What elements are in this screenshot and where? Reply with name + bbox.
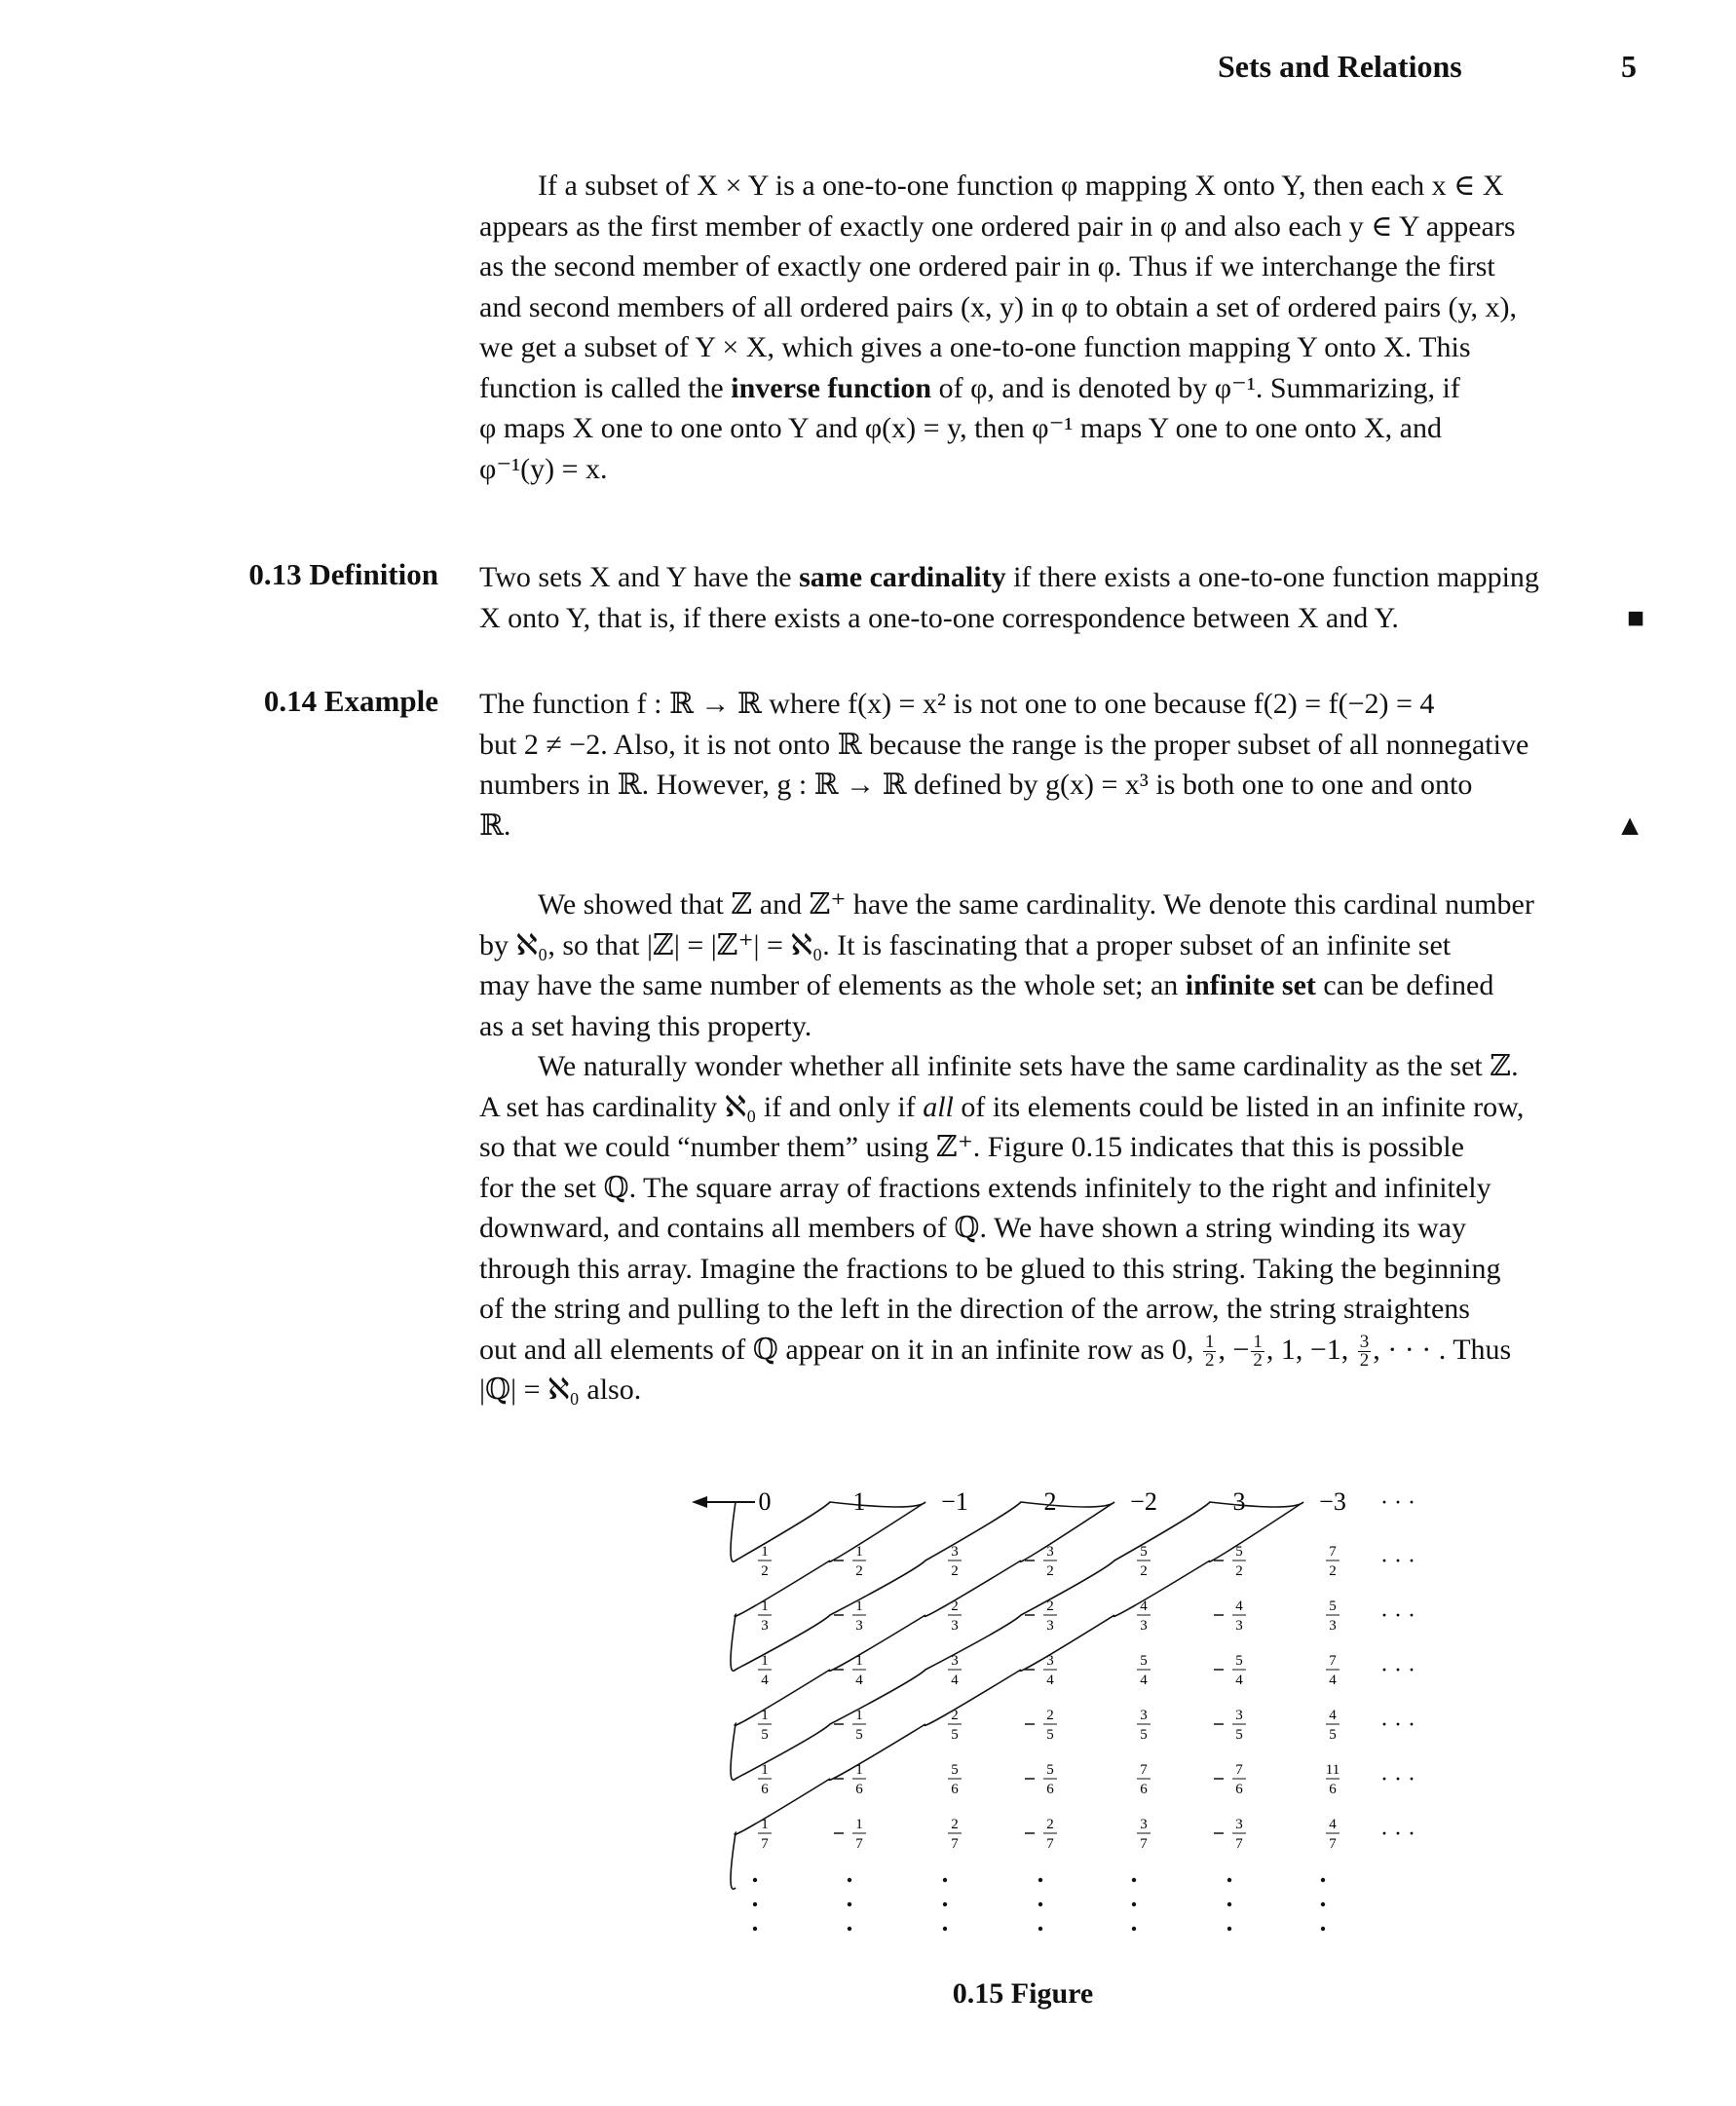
continuation-dot	[848, 1902, 851, 1906]
figure-caption: 0.15 Figure	[952, 1977, 1094, 2010]
continuation-dot	[1132, 1878, 1136, 1882]
continuation-dot	[753, 1878, 757, 1882]
fraction-denominator: 7	[761, 1836, 769, 1852]
fraction-numerator: 5	[1046, 1762, 1054, 1778]
fraction-numerator: 1	[761, 1653, 769, 1669]
running-head-title: Sets and Relations	[1218, 49, 1462, 84]
fraction-denominator: 4	[855, 1673, 863, 1688]
row-ellipsis: · · ·	[1380, 1549, 1415, 1574]
text-span: of its elements could be listed in an infinite row,	[961, 1090, 1525, 1123]
term-same-cardinality: same cardinality	[799, 561, 1006, 593]
fraction-denominator: 2	[1046, 1563, 1054, 1579]
row-ellipsis: · · ·	[1380, 1490, 1415, 1516]
text-line: and second members of all ordered pairs (x, y) in φ to obtain a set of ordered pairs (y, x),	[479, 290, 1518, 323]
text-span: X onto Y, that is, if there exists a one-to-one correspondence between X and Y.	[479, 601, 1399, 634]
end-of-definition-mark: ■	[1626, 601, 1644, 634]
fraction-numerator: 1	[761, 1708, 769, 1723]
row-ellipsis: · · ·	[1380, 1822, 1415, 1847]
row-ellipsis: · · ·	[1380, 1658, 1415, 1683]
fraction-numerator: 3	[1046, 1544, 1054, 1560]
end-of-example-mark: ▲	[1615, 809, 1644, 842]
text-span: , · · · . Thus	[1373, 1333, 1512, 1366]
fraction-numerator: 7	[1235, 1762, 1243, 1778]
fraction-numerator: 3	[1140, 1708, 1148, 1723]
text-span: , 1, −1,	[1265, 1333, 1349, 1366]
text-line	[479, 965, 1644, 1006]
fraction-denominator: 6	[1046, 1782, 1054, 1797]
row-ellipsis: · · ·	[1380, 1712, 1415, 1738]
fraction-numerator: 1	[761, 1817, 769, 1832]
integer-label: 0	[758, 1487, 772, 1516]
fraction-denominator: 5	[1235, 1727, 1243, 1743]
paragraph-inverse-function	[479, 166, 1644, 489]
example-label: 0.14 Example	[263, 684, 438, 718]
text-line: numbers in ℝ. However, g : ℝ → ℝ defined by g(x) = x³ is both one to one and onto	[479, 769, 1473, 801]
fraction-denominator: 4	[761, 1673, 769, 1688]
fraction-denominator: 5	[1046, 1727, 1054, 1743]
text-line	[479, 557, 1644, 598]
fraction-numerator: 5	[1140, 1544, 1148, 1560]
text-line: so that we could “number them” using ℤ⁺. Figure 0.15 indicates that this is possible	[479, 1131, 1464, 1163]
fraction-numerator: 5	[1140, 1653, 1148, 1669]
paragraph-cardinality	[479, 884, 1644, 1410]
text-line: We showed that ℤ and ℤ⁺ have the same cardinality. We denote this cardinal number	[538, 888, 1534, 921]
continuation-dot	[943, 1878, 947, 1882]
fraction-numerator: 1	[855, 1708, 863, 1723]
fraction-numerator: 3	[1046, 1653, 1054, 1669]
fraction-denominator: 4	[1329, 1673, 1337, 1688]
text-line: for the set ℚ. The square array of fractions extends infinitely to the right and infinitely	[479, 1171, 1491, 1204]
fraction-numerator: 1	[855, 1653, 863, 1669]
text-span: if there exists a one-to-one function mapping	[1013, 561, 1539, 593]
text-line: through this array. Imagine the fractions to be glued to this string. Taking the beginning	[479, 1252, 1501, 1285]
fraction-numerator: 2	[951, 1598, 959, 1614]
definition-0-13	[479, 557, 1644, 638]
fraction-denominator: 4	[1140, 1673, 1148, 1688]
fraction-denominator: 2	[855, 1563, 863, 1579]
integer-label: −1	[941, 1487, 968, 1516]
fraction-numerator: 2	[951, 1817, 959, 1832]
text-line: as the second member of exactly one ordered pair in φ. Thus if we interchange the first	[479, 250, 1495, 282]
fraction-denominator: 2	[1140, 1563, 1148, 1579]
continuation-dot	[848, 1927, 851, 1931]
text-span: A set has cardinality ℵ₀ if and only if	[479, 1090, 916, 1123]
fraction-denominator: 3	[951, 1618, 959, 1634]
fraction-numerator: 1	[761, 1544, 769, 1560]
text-span: Two sets X and Y have the	[479, 561, 792, 593]
continuation-dot	[1038, 1878, 1042, 1882]
text-span: , −	[1218, 1333, 1250, 1366]
fraction-denominator: 5	[1329, 1727, 1337, 1743]
fraction-denominator: 5	[761, 1727, 769, 1743]
fraction-denominator: 2	[761, 1563, 769, 1579]
example-0-14	[479, 684, 1644, 846]
continuation-dot	[1132, 1902, 1136, 1906]
text-span: function is called the	[479, 371, 724, 404]
fraction-denominator: 4	[1046, 1673, 1054, 1688]
fraction-denominator: 7	[1235, 1836, 1243, 1852]
definition-label: 0.13 Definition	[248, 557, 438, 591]
text-line	[479, 368, 1644, 409]
continuation-dot	[1132, 1927, 1136, 1931]
continuation-dot	[1321, 1902, 1325, 1906]
fraction: $\frac{1}{2}$	[1253, 1332, 1263, 1372]
continuation-dot	[1321, 1878, 1325, 1882]
fraction-denominator: 7	[855, 1836, 863, 1852]
fraction-numerator: 1	[761, 1598, 769, 1614]
fraction-numerator: 5	[951, 1762, 959, 1778]
fraction-numerator: 1	[855, 1817, 863, 1832]
fraction-numerator: 4	[1329, 1708, 1337, 1723]
integer-label: −3	[1319, 1487, 1346, 1516]
row-ellipsis: · · ·	[1380, 1767, 1415, 1792]
continuation-dot	[943, 1902, 947, 1906]
continuation-dot	[753, 1902, 757, 1906]
text-span: can be defined	[1323, 969, 1494, 1001]
fraction-denominator: 7	[951, 1836, 959, 1852]
fraction-denominator: 6	[761, 1782, 769, 1797]
text-line: appears as the first member of exactly one ordered pair in φ and also each y ∈ Y appears	[479, 209, 1516, 243]
text-line	[479, 1087, 1644, 1128]
continuation-dot	[1038, 1927, 1042, 1931]
fraction-denominator: 2	[1329, 1563, 1337, 1579]
text-line: we get a subset of Y × X, which gives a one-to-one function mapping Y onto X. This	[479, 331, 1471, 363]
text-line: If a subset of X × Y is a one-to-one function φ mapping X onto Y, then each x ∈ X	[538, 169, 1504, 202]
fraction-numerator: 5	[1235, 1544, 1243, 1560]
fraction-denominator: 6	[1235, 1782, 1243, 1797]
continuation-dot	[1227, 1902, 1231, 1906]
continuation-dot	[753, 1927, 757, 1931]
continuation-dot	[1227, 1878, 1231, 1882]
fraction-numerator: 3	[951, 1544, 959, 1560]
text-span: ℝ.	[479, 809, 511, 842]
fraction-denominator: 2	[1235, 1563, 1243, 1579]
text-line	[479, 598, 1644, 639]
integer-label: 3	[1232, 1487, 1246, 1516]
fraction-denominator: 7	[1046, 1836, 1054, 1852]
fraction-numerator: 3	[951, 1653, 959, 1669]
integer-label: 2	[1043, 1487, 1057, 1516]
fraction-numerator: 5	[1329, 1598, 1337, 1614]
text-line: of the string and pulling to the left in the direction of the arrow, the string straightens	[479, 1293, 1470, 1325]
text-line: φ⁻¹(y) = x.	[479, 452, 608, 485]
fraction-numerator: 2	[1046, 1598, 1054, 1614]
string-arrowhead	[692, 1496, 707, 1508]
fraction-numerator: 3	[1235, 1817, 1243, 1832]
fraction-numerator: 4	[1329, 1817, 1337, 1832]
continuation-dot	[943, 1927, 947, 1931]
text-line: The function f : ℝ → ℝ where f(x) = x² is not one to one because f(2) = f(−2) = 4	[479, 688, 1435, 720]
fraction-denominator: 5	[855, 1727, 863, 1743]
fraction-denominator: 6	[1140, 1782, 1148, 1797]
fraction-denominator: 4	[1235, 1673, 1243, 1688]
text-line	[479, 1330, 1644, 1371]
fraction-denominator: 3	[761, 1618, 769, 1634]
fraction-numerator: 3	[1140, 1817, 1148, 1832]
integer-label: 1	[852, 1487, 866, 1516]
text-line: by ℵ₀, so that |ℤ| = |ℤ⁺| = ℵ₀. It is fascinating that a proper subset of an infinite set	[479, 928, 1452, 961]
fraction-numerator: 3	[1235, 1708, 1243, 1723]
text-line: as a set having this property.	[479, 1009, 812, 1042]
text-line: downward, and contains all members of ℚ. We have shown a string winding its way	[479, 1212, 1466, 1244]
fraction-numerator: 1	[855, 1544, 863, 1560]
fraction-numerator: 1	[761, 1762, 769, 1778]
fraction: $\frac{1}{2}$	[1204, 1332, 1215, 1372]
fraction-numerator: 7	[1329, 1544, 1337, 1560]
text-span: out and all elements of ℚ appear on it in an infinite row as 0,	[479, 1333, 1194, 1366]
fraction-denominator: 3	[1235, 1618, 1243, 1634]
emphasis-all: all	[923, 1090, 954, 1123]
integer-label: −2	[1130, 1487, 1157, 1516]
fraction-denominator: 6	[1329, 1782, 1337, 1797]
text-line: We naturally wonder whether all infinite sets have the same cardinality as the set ℤ.	[538, 1050, 1519, 1082]
fraction-numerator: 4	[1235, 1598, 1243, 1614]
fraction: $\frac{3}{2}$	[1359, 1332, 1370, 1372]
fraction-numerator: 7	[1140, 1762, 1148, 1778]
fraction-denominator: 4	[951, 1673, 959, 1688]
fraction-numerator: 2	[951, 1708, 959, 1723]
continuation-dot	[1038, 1902, 1042, 1906]
continuation-dot	[1321, 1927, 1325, 1931]
fraction-numerator: 4	[1140, 1598, 1148, 1614]
text-span: may have the same number of elements as the whole set; an	[479, 969, 1179, 1001]
fraction-numerator: 11	[1325, 1762, 1340, 1778]
continuation-dot	[848, 1878, 851, 1882]
text-line: |ℚ| = ℵ₀ also.	[479, 1373, 642, 1407]
fraction-numerator: 5	[1235, 1653, 1243, 1669]
fraction-denominator: 3	[855, 1618, 863, 1634]
page-number: 5	[1621, 49, 1637, 84]
fraction-denominator: 2	[951, 1563, 959, 1579]
fraction-denominator: 7	[1329, 1836, 1337, 1852]
fraction-denominator: 3	[1046, 1618, 1054, 1634]
fraction-numerator: 1	[855, 1598, 863, 1614]
fraction-denominator: 3	[1329, 1618, 1337, 1634]
term-infinite-set: infinite set	[1185, 969, 1316, 1001]
fraction-numerator: 2	[1046, 1817, 1054, 1832]
fraction-denominator: 7	[1140, 1836, 1148, 1852]
fraction-numerator: 7	[1329, 1653, 1337, 1669]
fraction-denominator: 6	[951, 1782, 959, 1797]
fraction-denominator: 6	[855, 1782, 863, 1797]
fraction-denominator: 3	[1140, 1618, 1148, 1634]
figure-rational-enumeration	[682, 1481, 1422, 1968]
text-span: of φ, and is denoted by φ⁻¹. Summarizing, if	[938, 371, 1460, 404]
figure-canvas	[682, 1481, 1422, 1968]
row-ellipsis: · · ·	[1380, 1603, 1415, 1629]
fraction-denominator: 5	[1140, 1727, 1148, 1743]
fraction-denominator: 5	[951, 1727, 959, 1743]
term-inverse-function: inverse function	[731, 371, 932, 404]
text-line	[479, 806, 1644, 846]
text-line: but 2 ≠ −2. Also, it is not onto ℝ because the range is the proper subset of all nonnegative	[479, 728, 1529, 761]
fraction-numerator: 2	[1046, 1708, 1054, 1723]
fraction-numerator: 1	[855, 1762, 863, 1778]
running-head	[1218, 41, 1637, 90]
text-line: φ maps X one to one onto Y and φ(x) = y, then φ⁻¹ maps Y one to one onto X, and	[479, 412, 1442, 444]
continuation-dot	[1227, 1927, 1231, 1931]
